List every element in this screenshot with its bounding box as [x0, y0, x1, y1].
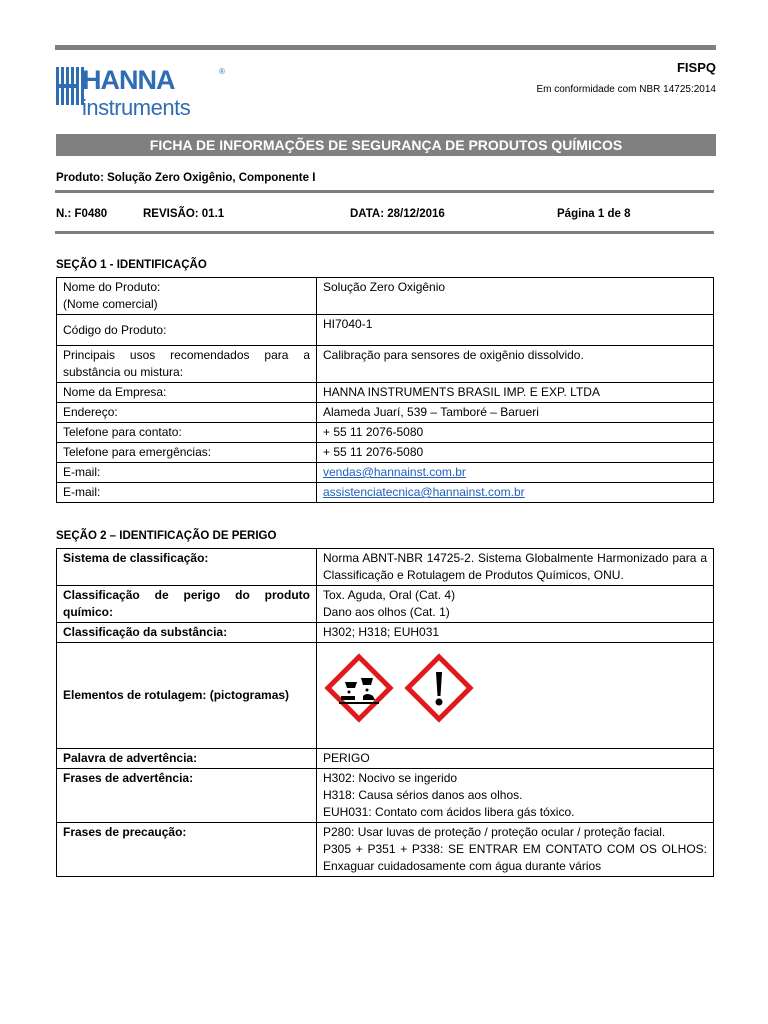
row-label: E-mail:	[57, 463, 317, 483]
revision: REVISÃO: 01.1	[143, 208, 225, 220]
row-value: Tox. Aguda, Oral (Cat. 4) Dano aos olhos (Cat. 1)	[317, 586, 714, 623]
table-row	[57, 483, 714, 503]
section-1-table	[56, 277, 714, 503]
row-label: Nome da Empresa:	[57, 383, 317, 403]
row-value: + 55 11 2076-5080	[317, 423, 714, 443]
svg-text:HANNA: HANNA	[82, 65, 175, 95]
row-label: Endereço:	[57, 403, 317, 423]
row-label: Nome do Produto: (Nome comercial)	[57, 278, 317, 315]
row-value: H302: Nocivo se ingerido H318: Causa sérios danos aos olhos. EUH031: Contato com ácidos libera gás tóxico.	[317, 769, 714, 823]
table-row	[57, 623, 714, 643]
support-email-link[interactable]: assistenciatecnica@hannainst.com.br	[323, 485, 525, 499]
separator-rule	[55, 231, 714, 234]
row-value	[317, 463, 714, 483]
row-value: PERIGO	[317, 749, 714, 769]
row-value: Solução Zero Oxigênio	[317, 278, 714, 315]
table-row	[57, 749, 714, 769]
row-label: Frases de precaução:	[57, 823, 317, 877]
row-value: Alameda Juarí, 539 – Tamboré – Barueri	[317, 403, 714, 423]
row-label: E-mail:	[57, 483, 317, 503]
document-title: FICHA DE INFORMAÇÕES DE SEGURANÇA DE PRODUTOS QUÍMICOS	[56, 134, 716, 156]
row-label: Telefone para emergências:	[57, 443, 317, 463]
table-row	[57, 769, 714, 823]
page-number: Página 1 de 8	[557, 208, 631, 220]
table-row	[57, 463, 714, 483]
exclamation-icon	[403, 652, 475, 724]
row-value	[317, 483, 714, 503]
table-row	[57, 403, 714, 423]
table-row	[57, 586, 714, 623]
product-line: Produto: Solução Zero Oxigênio, Componente I	[56, 172, 316, 184]
table-row	[57, 278, 714, 315]
table-row	[57, 643, 714, 749]
row-label: Código do Produto:	[57, 315, 317, 346]
row-value	[317, 643, 714, 749]
separator-rule	[55, 190, 714, 193]
table-row	[57, 423, 714, 443]
table-row	[57, 383, 714, 403]
section-1-title: SEÇÃO 1 - IDENTIFICAÇÃO	[56, 259, 207, 271]
row-label: Classificação de perigo do produto químico:	[57, 586, 317, 623]
row-value: Norma ABNT-NBR 14725-2. Sistema Globalmente Harmonizado para a Classificação e Rotulagem de Produtos Químicos, ONU.	[317, 549, 714, 586]
hanna-logo	[56, 64, 238, 120]
table-row	[57, 443, 714, 463]
document-number: N.: F0480	[56, 208, 108, 220]
compliance-note: Em conformidade com NBR 14725:2014	[536, 84, 716, 95]
table-row	[57, 549, 714, 586]
row-value: P280: Usar luvas de proteção / proteção ocular / proteção facial. P305 + P351 + P338: SE ENTRAR EM CONTATO COM OS OLHOS: Enxaguar cuidadosamente com água durante vários	[317, 823, 714, 877]
sales-email-link[interactable]: vendas@hannainst.com.br	[323, 465, 466, 479]
top-rule	[55, 45, 716, 50]
corrosion-icon	[323, 652, 395, 724]
row-value: HANNA INSTRUMENTS BRASIL IMP. E EXP. LTDA	[317, 383, 714, 403]
svg-text:®: ®	[219, 67, 225, 76]
document-type: FISPQ	[676, 60, 716, 75]
document-date: DATA: 28/12/2016	[350, 208, 445, 220]
row-label: Frases de advertência:	[57, 769, 317, 823]
table-row	[57, 823, 714, 877]
row-value: H302; H318; EUH031	[317, 623, 714, 643]
row-label: Elementos de rotulagem: (pictogramas)	[57, 643, 317, 749]
table-row	[57, 315, 714, 346]
row-value: Calibração para sensores de oxigênio dissolvido.	[317, 346, 714, 383]
svg-text:instruments: instruments	[82, 95, 191, 120]
row-label: Palavra de advertência:	[57, 749, 317, 769]
row-label: Telefone para contato:	[57, 423, 317, 443]
row-label: Classificação da substância:	[57, 623, 317, 643]
row-value: HI7040-1	[317, 315, 714, 346]
row-label: Sistema de classificação:	[57, 549, 317, 586]
table-row	[57, 346, 714, 383]
row-label: Principais usos recomendados para a substância ou mistura:	[57, 346, 317, 383]
section-2-table	[56, 548, 714, 877]
section-2-title: SEÇÃO 2 – IDENTIFICAÇÃO DE PERIGO	[56, 530, 277, 542]
row-value: + 55 11 2076-5080	[317, 443, 714, 463]
